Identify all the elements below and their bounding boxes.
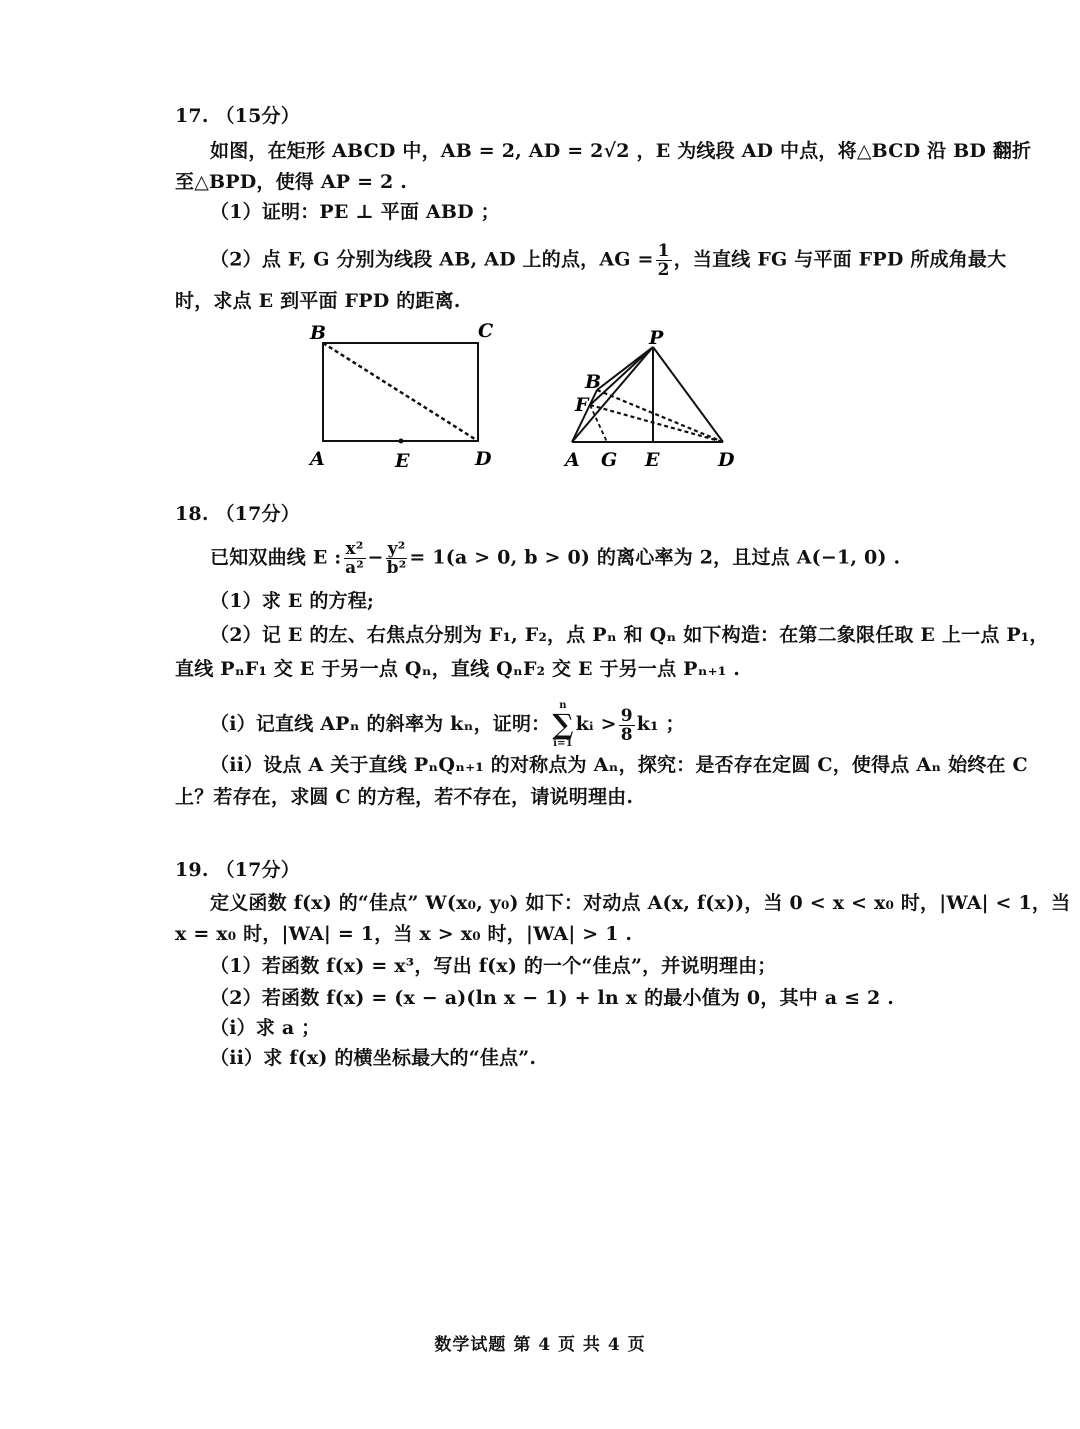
sigma-symbol: ∑ bbox=[552, 708, 574, 741]
q17-fraction-one-half bbox=[656, 242, 672, 279]
q18-part-i-text-c: k₁ ； bbox=[636, 713, 685, 735]
sum-lower-limit: i=1 bbox=[553, 738, 573, 749]
q18-part2-line1: （2）记 E 的左、右焦点分别为 F₁, F₂，点 Pₙ 和 Qₙ 如下构造：在第二象限任取 E 上一点 P₁， bbox=[210, 624, 1049, 646]
q17-part2-text-b: ，当直线 FG 与平面 FPD 所成角最大 bbox=[673, 248, 1007, 271]
q17-part1: （1）证明：PE ⊥ 平面 ABD ； bbox=[210, 201, 500, 223]
label-a: A bbox=[565, 449, 580, 471]
q18-part-i bbox=[210, 700, 685, 750]
q18-part1: （1）求 E 的方程; bbox=[210, 590, 375, 612]
minus-sign: − bbox=[367, 546, 384, 569]
fraction-denominator: a² bbox=[345, 558, 364, 578]
sum-upper-limit: n bbox=[559, 700, 567, 711]
fraction-y2-b2 bbox=[386, 540, 408, 577]
q17-part2-line2: 时，求点 E 到平面 FPD 的距离. bbox=[175, 290, 461, 312]
q17-figure-rectangle bbox=[300, 315, 520, 475]
diagonal-bd bbox=[323, 343, 478, 441]
q17-text-line2: 至△BPD，使得 AP = 2 . bbox=[175, 171, 408, 193]
q17-figure-pyramid bbox=[555, 320, 745, 475]
page-footer: 数学试题 第 4 页 共 4 页 bbox=[434, 1335, 646, 1355]
fraction-numerator: y² bbox=[387, 539, 406, 559]
q18-part-ii-line1: （ii）设点 A 关于直线 PₙQₙ₊₁ 的对称点为 Aₙ，探究：是否存在定圆 C，使得点 Aₙ 始终在 C bbox=[210, 754, 1028, 776]
fraction-x2-a2 bbox=[344, 540, 366, 577]
edge-fd-dashed bbox=[590, 405, 723, 442]
q18-text-a: 已知双曲线 E : bbox=[210, 546, 342, 569]
label-d: D bbox=[718, 449, 735, 471]
q18-text-line1 bbox=[210, 540, 900, 577]
fraction-denominator: 8 bbox=[620, 724, 633, 745]
q17-part2-text-a: （2）点 F, G 分别为线段 AB, AD 上的点，AG = bbox=[210, 248, 654, 271]
q18-heading: 18. （17分） bbox=[175, 503, 300, 525]
q17-heading: 17. （15分） bbox=[175, 105, 300, 127]
fraction-numerator: x² bbox=[345, 539, 364, 559]
q18-part2-line2: 直线 PₙF₁ 交 E 于另一点 Qₙ，直线 QₙF₂ 交 E 于另一点 Pₙ₊₁ . bbox=[175, 658, 741, 680]
q19-part1: （1）若函数 f(x) = x³，写出 f(x) 的一个“佳点”，并说明理由； bbox=[210, 955, 777, 977]
q17-text-line1: 如图，在矩形 ABCD 中，AB = 2, AD = 2√2 ，E 为线段 AD 中点，将△BCD 沿 BD 翻折 bbox=[210, 140, 1032, 162]
summation bbox=[552, 700, 573, 750]
q19-part-ii: （ii）求 f(x) 的横坐标最大的“佳点”. bbox=[210, 1047, 537, 1069]
label-b: B bbox=[585, 371, 602, 393]
q18-part-i-text-b: kᵢ > bbox=[575, 713, 617, 735]
label-e: E bbox=[395, 450, 410, 472]
label-d: D bbox=[475, 448, 492, 470]
q19-text-line2: x = x₀ 时，|WA| = 1，当 x > x₀ 时，|WA| > 1 . bbox=[175, 923, 633, 945]
q17-part2-line1 bbox=[210, 242, 1006, 279]
q19-heading: 19. （17分） bbox=[175, 859, 300, 881]
label-g: G bbox=[601, 449, 618, 471]
label-e: E bbox=[645, 449, 660, 471]
fraction-denominator: 2 bbox=[657, 260, 670, 280]
label-c: C bbox=[478, 320, 494, 342]
label-a: A bbox=[310, 448, 325, 470]
q19-text-line1: 定义函数 f(x) 的“佳点” W(x₀, y₀) 如下：对动点 A(x, f(x))，当 0 < x < x₀ 时，|WA| < 1，当 bbox=[210, 892, 1071, 914]
label-f: F bbox=[575, 394, 589, 416]
q18-part-i-text-a: （i）记直线 APₙ 的斜率为 kₙ，证明： bbox=[210, 713, 551, 735]
label-p: P bbox=[649, 327, 664, 349]
fraction-denominator: b² bbox=[386, 558, 407, 578]
fraction-nine-eighths bbox=[619, 707, 635, 744]
label-b: B bbox=[310, 322, 327, 344]
q19-part-i: （i）求 a ； bbox=[210, 1017, 321, 1039]
q19-part2: （2）若函数 f(x) = (x − a)(ln x − 1) + ln x 的最小值为 0，其中 a ≤ 2 . bbox=[210, 987, 895, 1009]
fraction-numerator: 9 bbox=[620, 705, 633, 726]
fraction-numerator: 1 bbox=[657, 241, 670, 261]
q18-text-b: = 1(a > 0, b > 0) 的离心率为 2，且过点 A(−1, 0) . bbox=[409, 546, 901, 569]
q18-part-ii-line2: 上？若存在，求圆 C 的方程，若不存在，请说明理由. bbox=[175, 786, 634, 808]
point-e bbox=[399, 439, 404, 444]
